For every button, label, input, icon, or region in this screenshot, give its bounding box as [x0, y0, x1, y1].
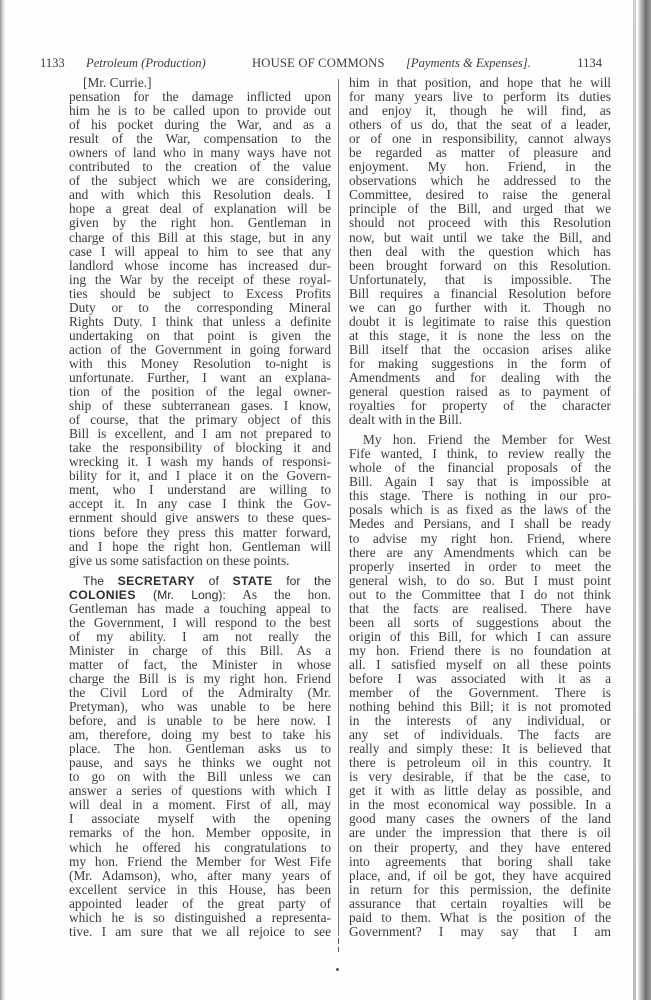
text-line: for many years live to perform its duties: [349, 89, 611, 105]
speaker-name: (Mr. Long):: [135, 587, 226, 602]
speaker-heading-line: [69, 574, 331, 588]
text-line: observations which he addressed to the: [349, 173, 611, 189]
text-line: excellent service in this House, has been: [69, 881, 331, 897]
text-line: before I was associated with it as a: [349, 670, 611, 686]
text-line: take the responsibility of blocking it and: [69, 440, 331, 456]
text-line: then deal with the question which has: [349, 243, 611, 259]
text-line: there is petroleum oil in this country. It: [349, 755, 611, 771]
text-line: to go on with the Bill unless we can: [69, 769, 331, 785]
text-line: should not proceed with this Resolution: [349, 215, 611, 231]
text-line: with this Money Resolution to-night is: [69, 355, 331, 371]
text-line: matter of fact, the Minister in whose: [69, 656, 331, 672]
text-line: there are any Amendments which can be: [349, 544, 611, 560]
text-line: place. The hon. Gentleman asks us to: [69, 741, 331, 757]
text-line: undertaking on that point is given the: [69, 327, 331, 343]
text-line: enjoyment. My hon. Friend, in the: [349, 159, 611, 175]
text-line: tive. I am sure that we all rejoice to see: [69, 923, 331, 939]
text-line: him in that position, and hope that he will: [349, 75, 611, 90]
text-line: assurance that certain royalties will be: [349, 895, 611, 911]
text-line: Amendments and for dealing with the: [349, 369, 611, 385]
text-line: my hon. Friend there is no foundation at: [349, 642, 611, 658]
running-header: [40, 56, 602, 74]
text-line: the Civil Lord of the Admiralty (Mr.: [69, 685, 331, 701]
text-line: pensation for the damage inflicted upon: [69, 89, 331, 105]
text-line: of course, that the primary object of this: [69, 412, 331, 428]
text-line: hope a great deal of explanation will be: [69, 201, 331, 217]
text-line: Fife wanted, I think, to review really the: [349, 446, 611, 462]
text-line: paid to them. What is the position of the: [349, 909, 611, 925]
text-line: or of one in responsibility, cannot always: [349, 131, 611, 147]
left-paragraph-1: [69, 90, 331, 568]
text-line: for making suggestions in the form of: [349, 355, 611, 371]
right-paragraph-2: [349, 433, 611, 939]
text-line: Bill itself that the occasion arises alike: [349, 341, 611, 357]
text-line: I associate myself with the opening: [69, 811, 331, 827]
text-line: tions before they press this matter forward,: [69, 524, 331, 540]
text-line: unfortunate. Further, I want an explana-: [69, 369, 331, 385]
left-column: [69, 76, 331, 939]
text-line: bility for it, and I place it on the Govern-: [69, 468, 331, 484]
text-line: be regarded as matter of pleasure and: [349, 145, 611, 161]
text-line: Minister in charge of this Bill. As a: [69, 642, 331, 658]
text-line: result of the War, compensation to the: [69, 131, 331, 147]
right-paragraph-1: [349, 76, 611, 427]
speaker-heading-line-2: [69, 588, 331, 602]
text-line: this stage. There is nothing in our pro-: [349, 488, 611, 504]
left-paragraph-2: [69, 574, 331, 939]
speaker-attribution: [Mr. Currie.]: [83, 75, 152, 90]
text-line: ship of these subterranean gases. I know,: [69, 398, 331, 414]
speaker-prefix: The: [83, 573, 118, 588]
text-line: Gentleman has made a touching appeal to: [69, 600, 331, 616]
text-line: contributed to the creation of the value: [69, 159, 331, 175]
text-line: in return for this permission, the definite: [349, 881, 611, 897]
text-line: accept it. In any case I think the Gov-: [69, 496, 331, 512]
text-line: principle of the Bill, and urged that we: [349, 201, 611, 217]
text-line: royalties for property of the character: [349, 398, 611, 414]
text-line: pause, and says he thinks we ought not: [69, 755, 331, 771]
text-line: into agreements that boring shall take: [349, 853, 611, 869]
page-right-edge-shadow: [638, 0, 651, 1000]
text-line: whole of the financial proposals of the: [349, 460, 611, 476]
text-line: will deal in a moment. First of all, may: [69, 797, 331, 813]
text-line: others of us do, that the seat of a leader,: [349, 117, 611, 133]
speech-opening: As the hon.: [225, 586, 331, 602]
text-line: dealt with in the Bill.: [349, 412, 463, 428]
text-line: been all sorts of suggestions about the: [349, 614, 611, 630]
text-line: my hon. Friend the Member for West Fife: [69, 853, 331, 869]
speaker-for-the: for the: [272, 573, 331, 588]
text-line: general wish, to do so. But I must point: [349, 572, 611, 588]
text-line: of the subject which we are considering,: [69, 173, 331, 189]
text-line: appointed leader of the great party of: [69, 895, 331, 911]
text-line: get it with as little delay as possible, and: [349, 783, 611, 799]
text-line: Committee, desired to raise the general: [349, 187, 611, 203]
text-line: place, and, if oil be got, they have acquired: [349, 867, 611, 883]
text-line: Medes and Persians, and I shall be ready: [349, 516, 611, 532]
text-line: of my ability. I am not really the: [69, 628, 331, 644]
text-line: at this stage, it is none the less on the: [349, 327, 611, 343]
text-line: charge of this Bill at this stage, but in any: [69, 229, 331, 245]
text-line: good many cases the owners of the land: [349, 811, 611, 827]
text-line: Bill requires a financial Resolution before: [349, 285, 611, 301]
text-line: to advise my right hon. Friend, where: [349, 530, 611, 546]
text-line: wrecking it. I wash my hands of responsi-: [69, 454, 331, 470]
text-line: action of the Government in going forward: [69, 341, 331, 357]
right-column: [349, 76, 611, 939]
text-line: is very desirable, if that be the case, to: [349, 769, 611, 785]
speaker-of: of: [195, 573, 233, 588]
text-line: ment, who I understand are willing to: [69, 482, 331, 498]
text-line: properly inserted in order to meet the: [349, 558, 611, 574]
text-line: of his pocket during the War, and as a: [69, 117, 331, 133]
page-right-margin-shade: [633, 0, 636, 1000]
left-column-number: 1133: [40, 56, 65, 70]
speaker-title-state: STATE: [232, 573, 273, 588]
text-line: ing the War by the receipt of these royal-: [69, 271, 331, 287]
column-divider-fragment: [336, 938, 340, 958]
text-line: all. I satisfied myself on all these points: [349, 656, 611, 672]
text-line: Government? I may say that I am: [349, 923, 611, 939]
text-line: Bill is excellent, and I am not prepared to: [69, 426, 331, 442]
text-line: landlord whose income has increased dur-: [69, 257, 331, 273]
text-line: tion of the position of the legal owner-: [69, 384, 331, 400]
text-line: in the interests of any individual, or: [349, 713, 611, 729]
text-line: and I hope the right hon. Gentleman will: [69, 538, 331, 554]
text-line: really and simply these: It is believed that: [349, 741, 611, 757]
text-line: charge the Bill is is my right hon. Friend: [69, 670, 331, 686]
text-line: posals which is as fixed as the laws of the: [349, 502, 611, 518]
text-line: been brought forward on this Resolution.: [349, 257, 611, 273]
text-line: out to the Committee that I do not think: [349, 586, 611, 602]
header-topic: Petroleum (Production): [86, 56, 206, 70]
text-line: that the facts are realised. There have: [349, 600, 611, 616]
text-line: any set of individuals. The facts are: [349, 727, 611, 743]
text-line: answer a series of questions with which I: [69, 783, 331, 799]
right-column-number: 1134: [577, 56, 602, 70]
text-line: him he is to be called upon to provide out: [69, 103, 331, 119]
text-line: on their property, and they have entered: [349, 839, 611, 855]
text-line: Rights Duty. I think that unless a definite: [69, 313, 331, 329]
text-line: ernment should give answers to these ques-: [69, 510, 331, 526]
text-line: am, therefore, doing my best to take his: [69, 727, 331, 743]
text-line: general question raised as to payment of: [349, 384, 611, 400]
text-line: remarks of the hon. Member opposite, in: [69, 825, 331, 841]
text-line: (Mr. Adamson), who, after many years of: [69, 867, 331, 883]
text-line: we can go further with it. Though no: [349, 299, 611, 315]
text-line: ties should be subject to Excess Profits: [69, 285, 331, 301]
column-divider: [338, 79, 339, 936]
text-line: doubt it is legitimate to raise this question: [349, 313, 611, 329]
text-line: Bill. Again I say that is impossible at: [349, 474, 611, 490]
text-line: now, but wait until we take the Bill, and: [349, 229, 611, 245]
text-line: in the most economical way possible. In a: [349, 797, 611, 813]
text-line: and with which this Resolution deals. I: [69, 187, 331, 203]
header-house-name: HOUSE OF COMMONS: [252, 56, 385, 70]
text-line: before, and is unable to be here now. I: [69, 713, 331, 729]
speaker-title-secretary: SECRETARY: [117, 573, 196, 588]
text-line: give us some satisfaction on these points.: [69, 552, 290, 568]
text-line: the Government, I will respond to the best: [69, 614, 331, 630]
text-line: Duty or to the corresponding Mineral: [69, 299, 331, 315]
header-subtopic: [Payments & Expenses].: [406, 56, 531, 70]
text-line: origin of this Bill, for which I can assure: [349, 628, 611, 644]
text-line: are under the impression that there is oil: [349, 825, 611, 841]
text-line: given by the right hon. Gentleman in: [69, 215, 331, 231]
text-line: case I will appeal to him to see that any: [69, 243, 331, 259]
column-divider-dot: [336, 968, 339, 971]
text-line: which he offered his congratulations to: [69, 839, 331, 855]
page-left-edge-shadow: [0, 0, 5, 1000]
text-line: Unfortunately, that is impossible. The: [349, 271, 611, 287]
text-line: which he is so distinguished a representa-: [69, 909, 331, 925]
text-line: My hon. Friend the Member for West: [363, 432, 611, 448]
text-line: and enjoy it, though he will find, as: [349, 103, 611, 119]
text-line: nothing behind this Bill; it is not promoted: [349, 699, 611, 715]
text-line: owners of land who in many ways have not: [69, 145, 331, 161]
text-line: member of the Government. There is: [349, 685, 611, 701]
text-line: Pretyman), who was unable to be here: [69, 699, 331, 715]
speaker-title-colonies: COLONIES: [69, 587, 136, 602]
